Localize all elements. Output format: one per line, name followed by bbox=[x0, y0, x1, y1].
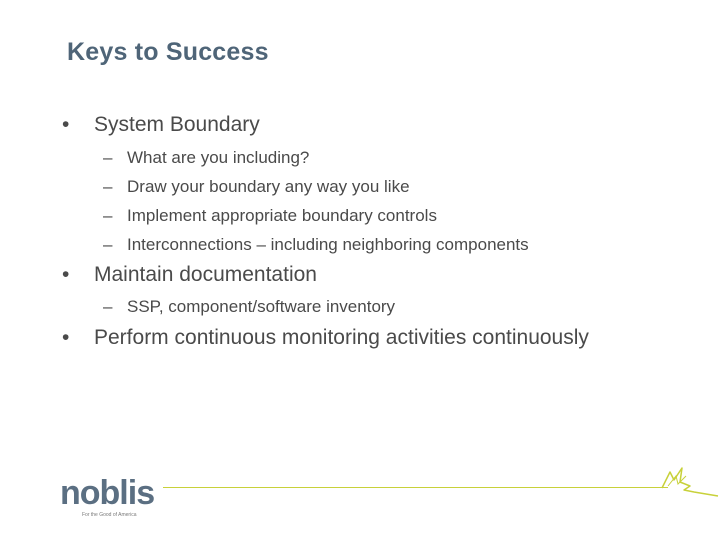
dash: – bbox=[103, 148, 113, 167]
logo-tagline: For the Good of America bbox=[82, 512, 137, 518]
subitem-text: What are you including? bbox=[127, 148, 310, 167]
subitem bbox=[103, 297, 396, 317]
subitem-text: Interconnections – including neighboring components bbox=[127, 235, 529, 254]
bullet-dot: • bbox=[62, 113, 70, 136]
logo-wordmark: noblis bbox=[60, 474, 155, 512]
dash: – bbox=[103, 235, 113, 254]
footer-divider bbox=[163, 487, 668, 488]
subitem bbox=[103, 148, 310, 168]
bullet-continuous-monitoring bbox=[62, 326, 589, 350]
noblis-logo bbox=[60, 474, 170, 524]
bullet-dot: • bbox=[62, 263, 70, 286]
bullet-text: System Boundary bbox=[94, 113, 260, 136]
subitem bbox=[103, 206, 437, 226]
bullet-text: Maintain documentation bbox=[94, 263, 317, 286]
bullet-system-boundary bbox=[62, 113, 260, 137]
bullet-maintain-documentation bbox=[62, 263, 317, 287]
bullet-text: Perform continuous monitoring activities continuously bbox=[94, 326, 589, 349]
bullet-dot: • bbox=[62, 326, 70, 349]
slide-title: Keys to Success bbox=[67, 38, 269, 66]
subitem bbox=[103, 177, 410, 197]
dash: – bbox=[103, 297, 113, 316]
dash: – bbox=[103, 206, 113, 225]
subitem-text: Draw your boundary any way you like bbox=[127, 177, 410, 196]
footer-swoosh-icon bbox=[660, 462, 720, 502]
subitem bbox=[103, 235, 529, 255]
subitem-text: Implement appropriate boundary controls bbox=[127, 206, 437, 225]
dash: – bbox=[103, 177, 113, 196]
subitem-text: SSP, component/software inventory bbox=[127, 297, 396, 316]
